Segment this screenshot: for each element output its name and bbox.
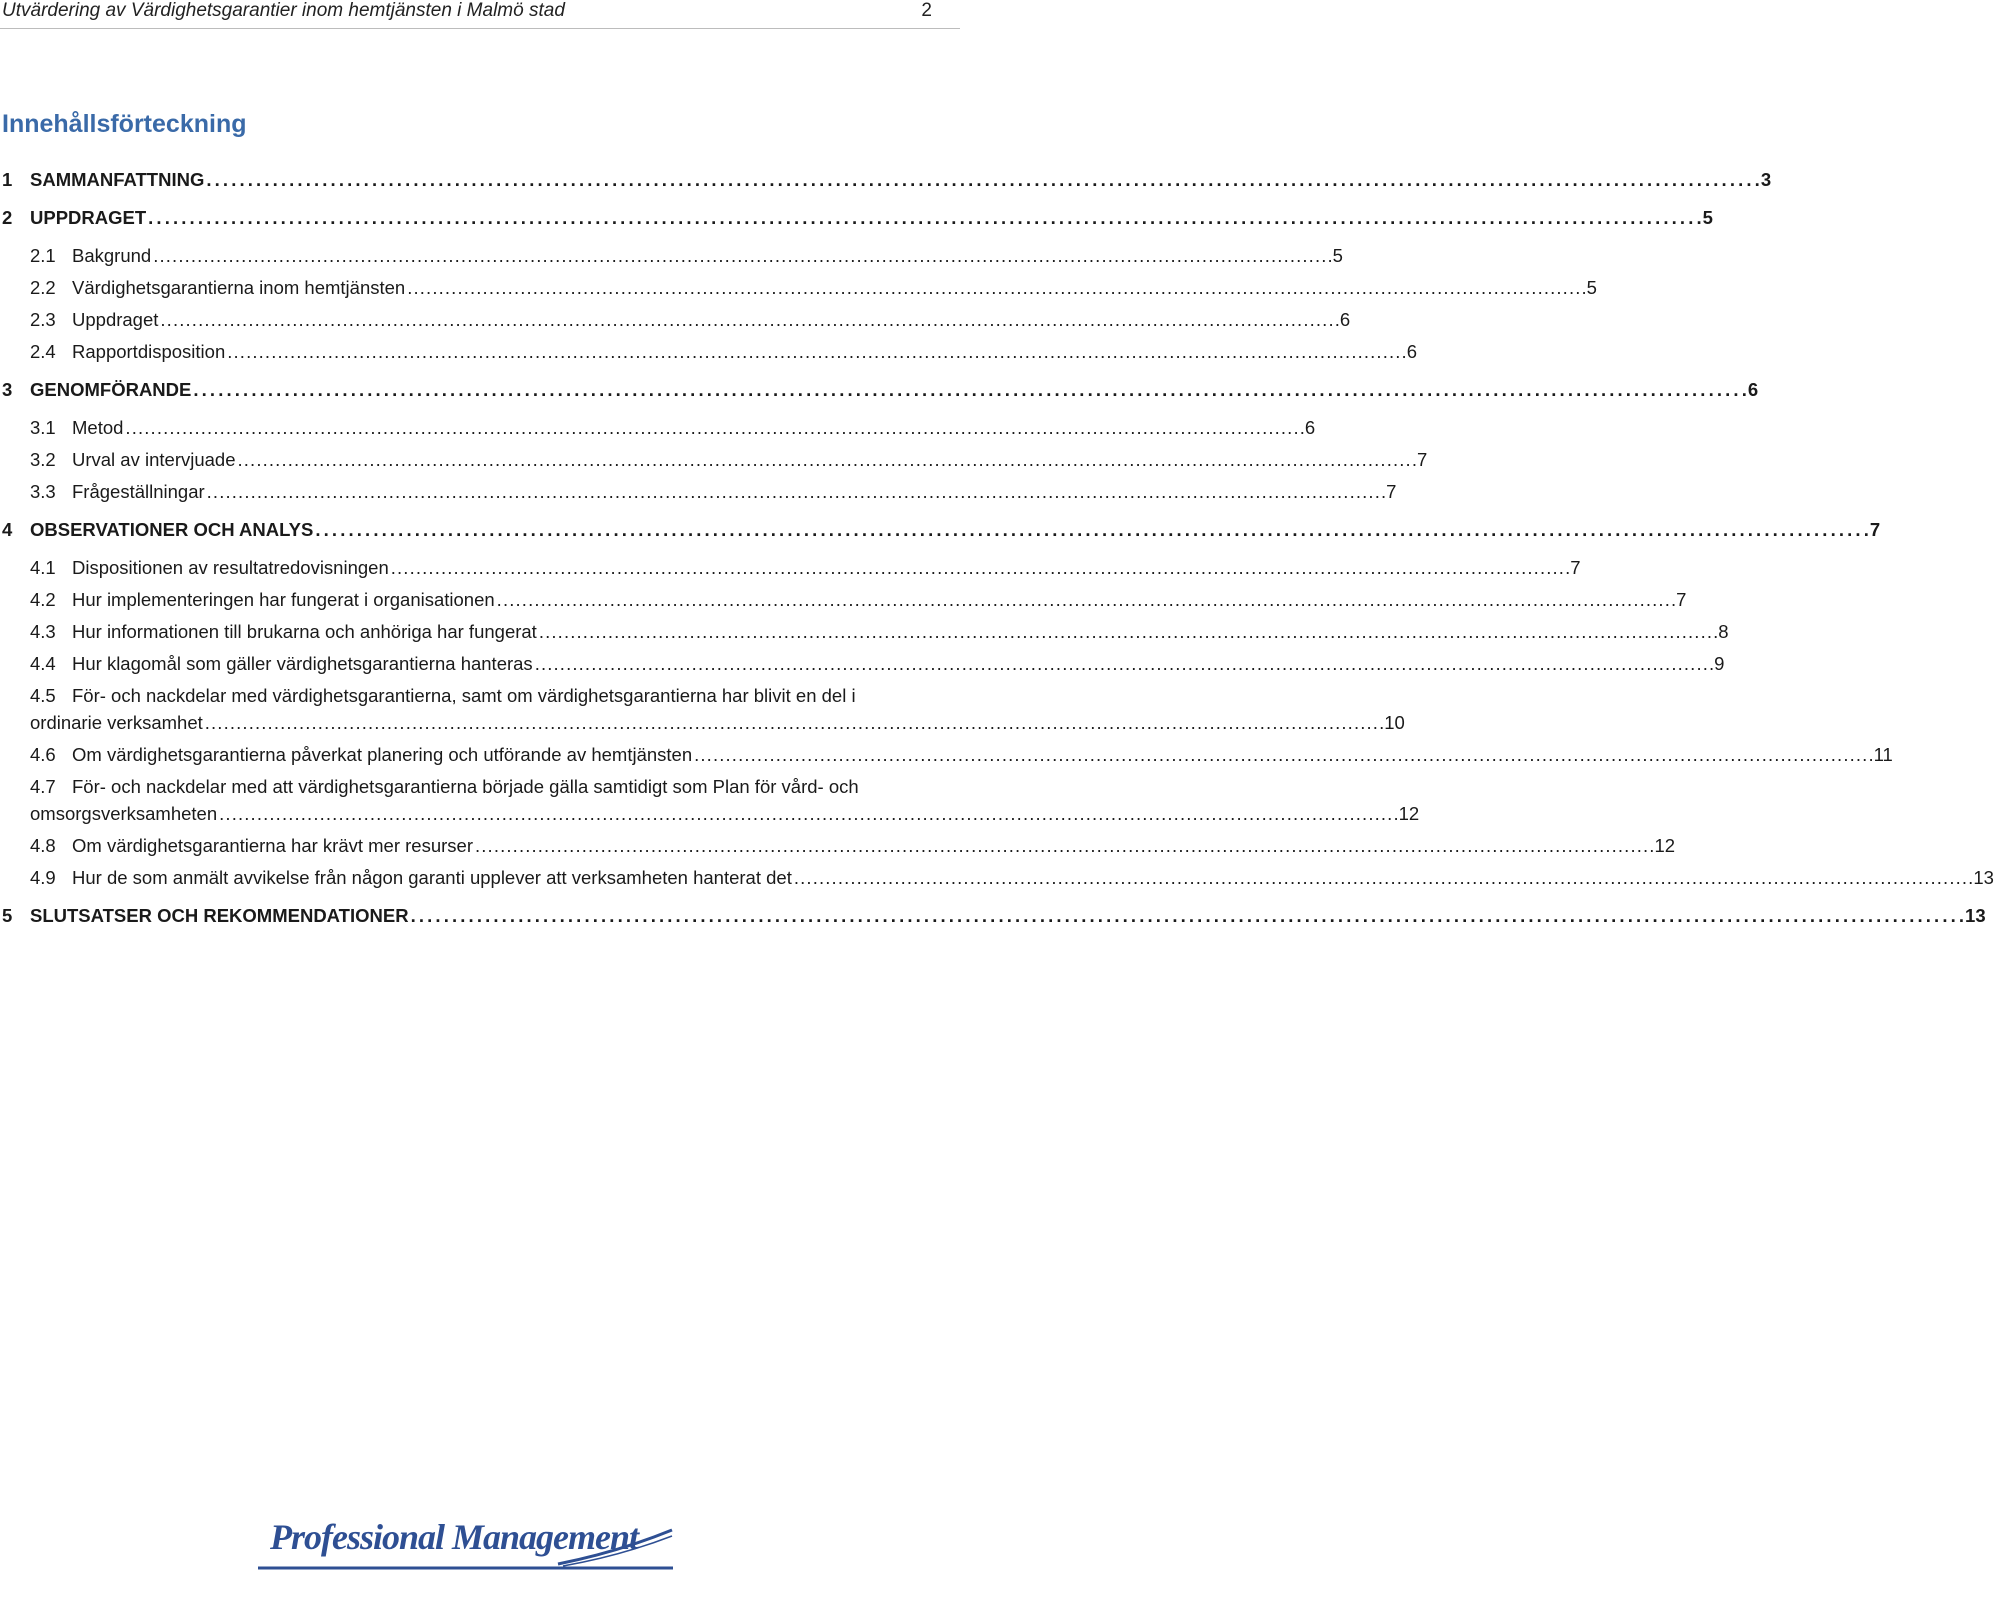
toc-entry[interactable]: [0, 618, 1729, 645]
header-divider: [0, 28, 960, 29]
toc-entry-title-continued: ordinarie verksamhet: [30, 712, 203, 733]
page-number: 2: [921, 0, 932, 21]
toc-entry-title: OBSERVATIONER OCH ANALYS: [30, 519, 314, 540]
dot-leader: [160, 306, 1337, 333]
toc-entry-page: 5: [1332, 245, 1343, 266]
dot-leader: [475, 832, 1652, 859]
toc-entry-number: 4: [2, 519, 13, 540]
toc-entry[interactable]: [0, 306, 1351, 333]
toc-entry[interactable]: [0, 204, 1713, 231]
toc-entry[interactable]: [0, 586, 1687, 613]
dot-leader: [315, 516, 1867, 543]
dot-leader: [207, 478, 1384, 505]
toc-entry-page: 8: [1718, 621, 1729, 642]
dot-leader: [205, 709, 1382, 736]
toc-entry-number: 5: [2, 905, 13, 926]
toc-entry-page: 12: [1654, 835, 1676, 856]
toc-entry-number: 2.3: [30, 309, 56, 330]
toc-entry-page: 7: [1416, 449, 1428, 470]
toc-entry-page: 7: [1676, 589, 1687, 610]
toc-entry-number: 2.1: [30, 245, 56, 266]
dot-leader: [227, 338, 1404, 365]
toc-entry[interactable]: [0, 682, 1405, 736]
toc-entry-number: 3.3: [30, 481, 56, 502]
toc-entry-title: Hur informationen till brukarna och anhöriga har fungerat: [72, 621, 537, 642]
toc-entry[interactable]: [0, 554, 1581, 581]
document-title: Utvärdering av Värdighetsgarantier inom hemtjänsten i Malmö stad: [2, 0, 565, 21]
toc-entry-title: Värdighetsgarantierna inom hemtjänsten: [72, 277, 406, 298]
dot-leader: [694, 741, 1871, 768]
dot-leader: [206, 166, 1758, 193]
toc-entry-number: 2.4: [30, 341, 56, 362]
dot-leader: [148, 204, 1700, 231]
toc-entry-title: Om värdighetsgarantierna har krävt mer resurser: [72, 835, 473, 856]
company-logo: [258, 1512, 678, 1572]
toc-entry[interactable]: [0, 446, 1428, 473]
toc-entry-title: Om värdighetsgarantierna påverkat planering och utförande av hemtjänsten: [72, 744, 693, 765]
toc-entry-title: För- och nackdelar med värdighetsgarantierna, samt om värdighetsgarantierna har blivit en del i: [72, 685, 856, 706]
toc-entry-number: 3: [2, 379, 13, 400]
toc-entry-title: UPPDRAGET: [30, 207, 147, 228]
toc-entry[interactable]: [0, 376, 1759, 403]
page-header: [0, 0, 960, 26]
toc-entry-number: 4.4: [30, 653, 56, 674]
toc-entry[interactable]: [0, 832, 1676, 859]
toc-entry-title: Bakgrund: [72, 245, 152, 266]
toc-entry[interactable]: [0, 773, 1420, 827]
toc-entry[interactable]: [0, 864, 1994, 891]
toc-entry[interactable]: [0, 902, 1986, 929]
toc-entry[interactable]: [0, 741, 1893, 768]
toc-entry-page: 7: [1869, 519, 1881, 540]
toc-entry[interactable]: [0, 166, 1772, 193]
toc-entry-title: SAMMANFATTNING: [30, 169, 205, 190]
toc-entry[interactable]: [0, 650, 1725, 677]
dot-leader: [411, 902, 1963, 929]
toc-entry-title: Metod: [72, 417, 124, 438]
toc-entry-page: 7: [1386, 481, 1397, 502]
toc-entry-number: 4.6: [30, 744, 56, 765]
toc-entry-page: 6: [1339, 309, 1351, 330]
toc-entry-page: 3: [1760, 169, 1772, 190]
toc-entry[interactable]: [0, 274, 1597, 301]
toc-entry-title: Rapportdisposition: [72, 341, 226, 362]
dot-leader: [794, 864, 1971, 891]
table-of-contents: [0, 155, 1994, 940]
dot-leader: [535, 650, 1712, 677]
toc-entry-number: 2: [2, 207, 13, 228]
toc-entry-number: 4.2: [30, 589, 56, 610]
toc-entry-title: Uppdraget: [72, 309, 159, 330]
toc-entry-page: 5: [1702, 207, 1713, 228]
toc-entry-title: För- och nackdelar med att värdighetsgarantierna började gälla samtidigt som Plan för vård- och: [72, 776, 859, 797]
toc-entry-page: 9: [1714, 653, 1725, 674]
dot-leader: [539, 618, 1716, 645]
dot-leader: [391, 554, 1568, 581]
dot-leader: [193, 376, 1745, 403]
dot-leader: [153, 242, 1330, 269]
dot-leader: [407, 274, 1584, 301]
toc-entry-number: 4.1: [30, 557, 56, 578]
toc-entry[interactable]: [0, 516, 1881, 543]
toc-entry-number: 4.3: [30, 621, 56, 642]
toc-entry[interactable]: [0, 242, 1343, 269]
dot-leader: [219, 800, 1396, 827]
dot-leader: [497, 586, 1674, 613]
toc-entry-page: 6: [1304, 417, 1316, 438]
toc-entry-number: 4.7: [30, 776, 56, 797]
toc-entry-number: 2.2: [30, 277, 56, 298]
toc-entry-page: 11: [1873, 744, 1893, 765]
toc-entry-title: GENOMFÖRANDE: [30, 379, 192, 400]
dot-leader: [125, 414, 1302, 441]
toc-entry-page: 10: [1384, 712, 1405, 733]
toc-entry-title: Hur klagomål som gäller värdighetsgarantierna hanteras: [72, 653, 533, 674]
toc-entry[interactable]: [0, 338, 1417, 365]
toc-entry-page: 5: [1586, 277, 1597, 298]
toc-entry-title: Hur implementeringen har fungerat i organisationen: [72, 589, 495, 610]
toc-entry-page: 7: [1570, 557, 1581, 578]
toc-entry-number: 3.1: [30, 417, 56, 438]
toc-entry-title: Urval av intervjuade: [72, 449, 236, 470]
toc-entry-number: 3.2: [30, 449, 56, 470]
toc-entry-title: Dispositionen av resultatredovisningen: [72, 557, 389, 578]
toc-entry-number: 4.8: [30, 835, 56, 856]
toc-entry-page: 13: [1965, 905, 1986, 926]
toc-entry-page: 12: [1398, 803, 1420, 824]
toc-entry[interactable]: [0, 478, 1397, 505]
toc-entry-number: 4.9: [30, 867, 56, 888]
toc-entry-number: 4.5: [30, 685, 56, 706]
dot-leader: [238, 446, 1415, 473]
toc-entry[interactable]: [0, 414, 1316, 441]
toc-entry-title: Hur de som anmält avvikelse från någon garanti upplever att verksamheten hanterat det: [72, 867, 792, 888]
toc-heading: Innehållsförteckning: [2, 110, 247, 138]
toc-entry-page: 13: [1973, 867, 1994, 888]
toc-entry-title-continued: omsorgsverksamheten: [30, 803, 218, 824]
toc-entry-number: 1: [2, 169, 13, 190]
toc-entry-title: Frågeställningar: [72, 481, 205, 502]
toc-entry-page: 6: [1406, 341, 1417, 362]
toc-entry-page: 6: [1747, 379, 1759, 400]
toc-entry-title: SLUTSATSER OCH REKOMMENDATIONER: [30, 905, 409, 926]
logo-wordmark: Professional Management: [270, 1517, 639, 1557]
